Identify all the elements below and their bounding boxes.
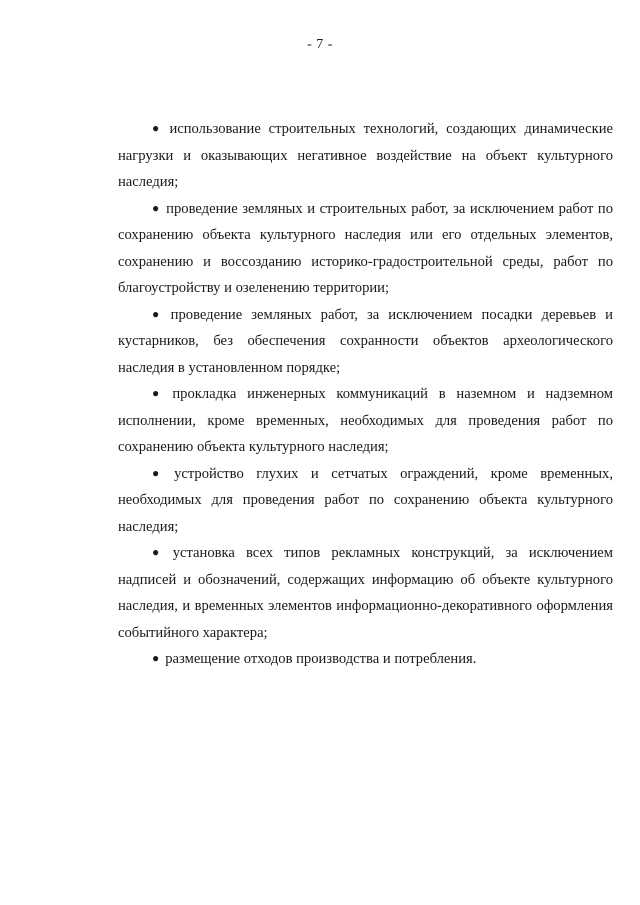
list-item-text: проведение земляных работ, за исключением посадки деревьев и кустарников, без обеспечения сохранности объектов археологического наследия в установленном порядке;	[118, 306, 613, 376]
page-number: - 7 -	[307, 37, 333, 52]
bullet-icon: ●	[152, 651, 160, 665]
list-item	[118, 540, 613, 646]
list-item	[118, 302, 613, 382]
bullet-icon: ●	[152, 545, 167, 559]
list-item	[118, 461, 613, 541]
bullet-icon: ●	[152, 465, 169, 480]
list-item-text: установка всех типов рекламных конструкций, за исключением надписей и обозначений, содержащих информацию об объекте культурного наследия, и временных элементов информационно-декоративного оформления событийного характера;	[118, 545, 614, 641]
bullet-icon: ●	[152, 121, 164, 135]
bullet-icon: ●	[152, 386, 167, 400]
list-item	[118, 646, 613, 673]
list-item	[118, 196, 613, 302]
bullet-icon: ●	[152, 306, 165, 321]
list-item-text: прокладка инженерных коммуникаций в наземном и надземном исполнении, кроме временных, необходимых для проведения работ по сохранению объекта культурного наследия;	[118, 386, 613, 455]
prohibited-activities-list	[118, 116, 613, 673]
bullet-icon: ●	[152, 200, 161, 215]
list-item	[118, 381, 613, 461]
list-item-text: размещение отходов производства и потребления.	[165, 651, 477, 667]
list-item-text: проведение земляных и строительных работ, за исключением работ по сохранению объекта культурного наследия или его отдельных элементов, сохранению и воссозданию историко-градостроительной среды, работ по благоустройству и озеленению территории;	[118, 200, 613, 296]
list-item	[118, 116, 613, 196]
list-item-text: устройство глухих и сетчатых ограждений, кроме временных, необходимых для проведения работ по сохранению объекта культурного наследия;	[118, 465, 614, 535]
list-item-text: использование строительных технологий, создающих динамические нагрузки и оказывающих негативное воздействие на объект культурного наследия;	[118, 121, 613, 190]
